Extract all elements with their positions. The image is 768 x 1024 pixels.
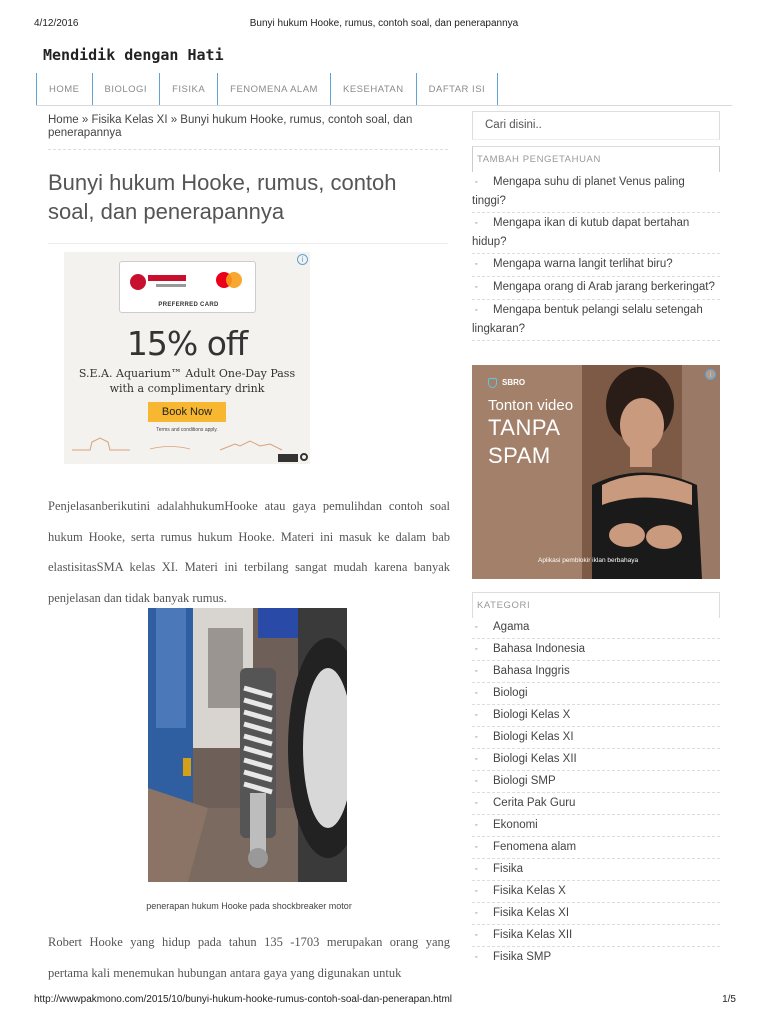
- nav-divider: [36, 105, 732, 106]
- category-item[interactable]: [472, 683, 720, 705]
- sidebar: [472, 111, 720, 963]
- ad-brand: SBRO: [502, 378, 526, 387]
- category-link[interactable]: Bahasa Indonesia: [493, 643, 586, 655]
- question-link[interactable]: Mengapa bentuk pelangi selalu setengah lingkaran?: [472, 304, 703, 335]
- category-link[interactable]: Cerita Pak Guru: [493, 797, 576, 809]
- category-link[interactable]: Bahasa Inggris: [493, 665, 570, 677]
- ad-person-image-icon: [582, 365, 720, 579]
- bullet-icon: ◦: [475, 734, 478, 741]
- print-page-number: 1/5: [722, 994, 736, 1005]
- category-link[interactable]: Biologi: [493, 687, 528, 699]
- category-link[interactable]: Ekonomi: [493, 819, 538, 831]
- bullet-icon: ◦: [475, 954, 478, 961]
- category-item[interactable]: [472, 661, 720, 683]
- ad-headline-2: TANPA: [488, 415, 561, 440]
- print-date: 4/12/2016: [34, 18, 79, 29]
- category-item[interactable]: [472, 639, 720, 661]
- bullet-icon: ◦: [475, 624, 478, 631]
- bullet-icon: ◦: [475, 712, 478, 719]
- bullet-icon: ◦: [475, 888, 478, 895]
- post-title: Bunyi hukum Hooke, rumus, contoh soal, dan penerapannya: [48, 170, 397, 224]
- bullet-icon: ◦: [475, 307, 478, 314]
- advertisement-banner[interactable]: [64, 252, 310, 464]
- ad-line-1: S.E.A. Aquarium™ Adult One-Day Pass: [78, 367, 296, 380]
- main-nav: [36, 73, 498, 106]
- category-item[interactable]: [472, 815, 720, 837]
- post-paragraph-1: Penjelasanberikutini adalahhukumHooke atau gaya pemulihdan contoh soal hukum Hooke, serta rumus hukum Hooke. Materi ini masuk ke dalam bab elastisitasSMA kelas XI. Materi ini terbilang sangat mudah karena banyak penjelasan dan tidak banyak rumus.: [48, 499, 450, 605]
- question-link[interactable]: Mengapa warna langit terlihat biru?: [493, 258, 673, 270]
- category-item[interactable]: [472, 837, 720, 859]
- ad-info-icon[interactable]: i: [705, 369, 716, 380]
- ad-headline-1: Tonton video: [488, 397, 574, 414]
- category-item[interactable]: [472, 947, 720, 969]
- nav-item-fenomena-alam[interactable]: FENOMENA ALAM: [218, 73, 331, 106]
- breadcrumb[interactable]: Home » Fisika Kelas XI » Bunyi hukum Hooke, rumus, contoh soal, dan penerapannya: [48, 114, 448, 150]
- bullet-icon: ◦: [475, 910, 478, 917]
- list-item[interactable]: [472, 277, 720, 300]
- category-item[interactable]: [472, 881, 720, 903]
- question-link[interactable]: Mengapa ikan di kutub dapat bertahan hidup?: [472, 217, 690, 248]
- question-link[interactable]: Mengapa suhu di planet Venus paling tinggi?: [472, 176, 685, 207]
- category-item[interactable]: [472, 859, 720, 881]
- category-link[interactable]: Fenomena alam: [493, 841, 577, 853]
- category-link[interactable]: Fisika SMP: [493, 951, 552, 963]
- bullet-icon: ◦: [475, 646, 478, 653]
- ad-small-text: Aplikasi pemblokir iklan berbahaya: [538, 557, 639, 564]
- bullet-icon: ◦: [475, 668, 478, 675]
- category-link[interactable]: Biologi Kelas XII: [493, 753, 577, 765]
- site-title[interactable]: Mendidik dengan Hati: [43, 46, 224, 64]
- category-link[interactable]: Agama: [493, 621, 530, 633]
- question-link[interactable]: Mengapa orang di Arab jarang berkeringat?: [493, 281, 715, 293]
- category-link[interactable]: Biologi Kelas X: [493, 709, 571, 721]
- bullet-icon: ◦: [475, 284, 478, 291]
- category-link[interactable]: Biologi Kelas XI: [493, 731, 574, 743]
- category-item[interactable]: [472, 727, 720, 749]
- list-item[interactable]: [472, 172, 720, 213]
- ad-skyline-sketch-icon: [70, 432, 284, 452]
- resorts-world-logo-icon: [130, 272, 186, 294]
- category-item[interactable]: [472, 793, 720, 815]
- mastercard-logo-icon: [212, 269, 248, 293]
- question-list: [472, 172, 720, 341]
- title-divider: [48, 243, 448, 244]
- nav-item-daftar-isi[interactable]: DAFTAR ISI: [417, 73, 499, 106]
- list-item[interactable]: [472, 213, 720, 254]
- category-link[interactable]: Fisika Kelas X: [493, 885, 566, 897]
- category-list: [472, 617, 720, 969]
- bullet-icon: ◦: [475, 179, 478, 186]
- post-paragraph-2: Robert Hooke yang hidup pada tahun 135 -1703 merupakan orang yang pertama kali menemukan hubungan antara gaya yang digunakan untuk: [48, 935, 450, 980]
- ad-discount: 15% off: [126, 324, 248, 363]
- search-input[interactable]: Cari disini..: [472, 111, 720, 140]
- ad-card-label: PREFERRED CARD: [158, 302, 219, 308]
- category-item[interactable]: [472, 903, 720, 925]
- bullet-icon: ◦: [475, 261, 478, 268]
- category-item[interactable]: [472, 749, 720, 771]
- category-item[interactable]: [472, 925, 720, 947]
- ad-info-icon[interactable]: i: [297, 254, 308, 265]
- bullet-icon: ◦: [475, 866, 478, 873]
- print-url: http://wwwpakmono.com/2015/10/bunyi-hukum-hooke-rumus-contoh-soal-dan-penerapan.html: [34, 994, 452, 1005]
- shield-icon: [488, 378, 497, 388]
- ad-line-2: with a complimentary drink: [109, 382, 265, 395]
- main-content: [48, 114, 450, 980]
- category-item[interactable]: [472, 617, 720, 639]
- bullet-icon: ◦: [475, 690, 478, 697]
- list-item[interactable]: [472, 254, 720, 277]
- nav-item-home[interactable]: HOME: [37, 73, 93, 106]
- category-link[interactable]: Fisika: [493, 863, 524, 875]
- nav-item-fisika[interactable]: FISIKA: [160, 73, 218, 106]
- bullet-icon: ◦: [475, 800, 478, 807]
- ad-choices-icon[interactable]: [278, 454, 298, 462]
- category-link[interactable]: Fisika Kelas XI: [493, 907, 570, 919]
- category-item[interactable]: [472, 705, 720, 727]
- ad-card-logos: [119, 261, 256, 313]
- list-item[interactable]: [472, 300, 720, 341]
- nav-item-biologi[interactable]: BIOLOGI: [93, 73, 161, 106]
- bullet-icon: ◦: [475, 220, 478, 227]
- book-now-button[interactable]: Book Now: [148, 402, 226, 422]
- category-link[interactable]: Biologi SMP: [493, 775, 556, 787]
- bullet-icon: ◦: [475, 932, 478, 939]
- ad-refresh-icon[interactable]: [300, 453, 308, 461]
- shockbreaker-photo: [148, 608, 347, 882]
- photo-caption: penerapan hukum Hooke pada shockbreaker motor: [146, 901, 352, 911]
- bullet-icon: ◦: [475, 822, 478, 829]
- bullet-icon: ◦: [475, 778, 478, 785]
- nav-item-kesehatan[interactable]: KESEHATAN: [331, 73, 417, 106]
- ad-headline-3: SPAM: [488, 443, 551, 468]
- widget-head-categories: KATEGORI: [472, 592, 720, 618]
- ad-terms: Terms and conditions apply.: [156, 427, 218, 433]
- sidebar-advertisement[interactable]: [472, 365, 720, 579]
- category-item[interactable]: [472, 771, 720, 793]
- shockbreaker-image-icon: [148, 608, 347, 882]
- category-link[interactable]: Fisika Kelas XII: [493, 929, 573, 941]
- bullet-icon: ◦: [475, 756, 478, 763]
- print-doc-title: Bunyi hukum Hooke, rumus, contoh soal, dan penerapannya: [249, 18, 519, 29]
- bullet-icon: ◦: [475, 844, 478, 851]
- widget-head-knowledge: TAMBAH PENGETAHUAN: [472, 146, 720, 172]
